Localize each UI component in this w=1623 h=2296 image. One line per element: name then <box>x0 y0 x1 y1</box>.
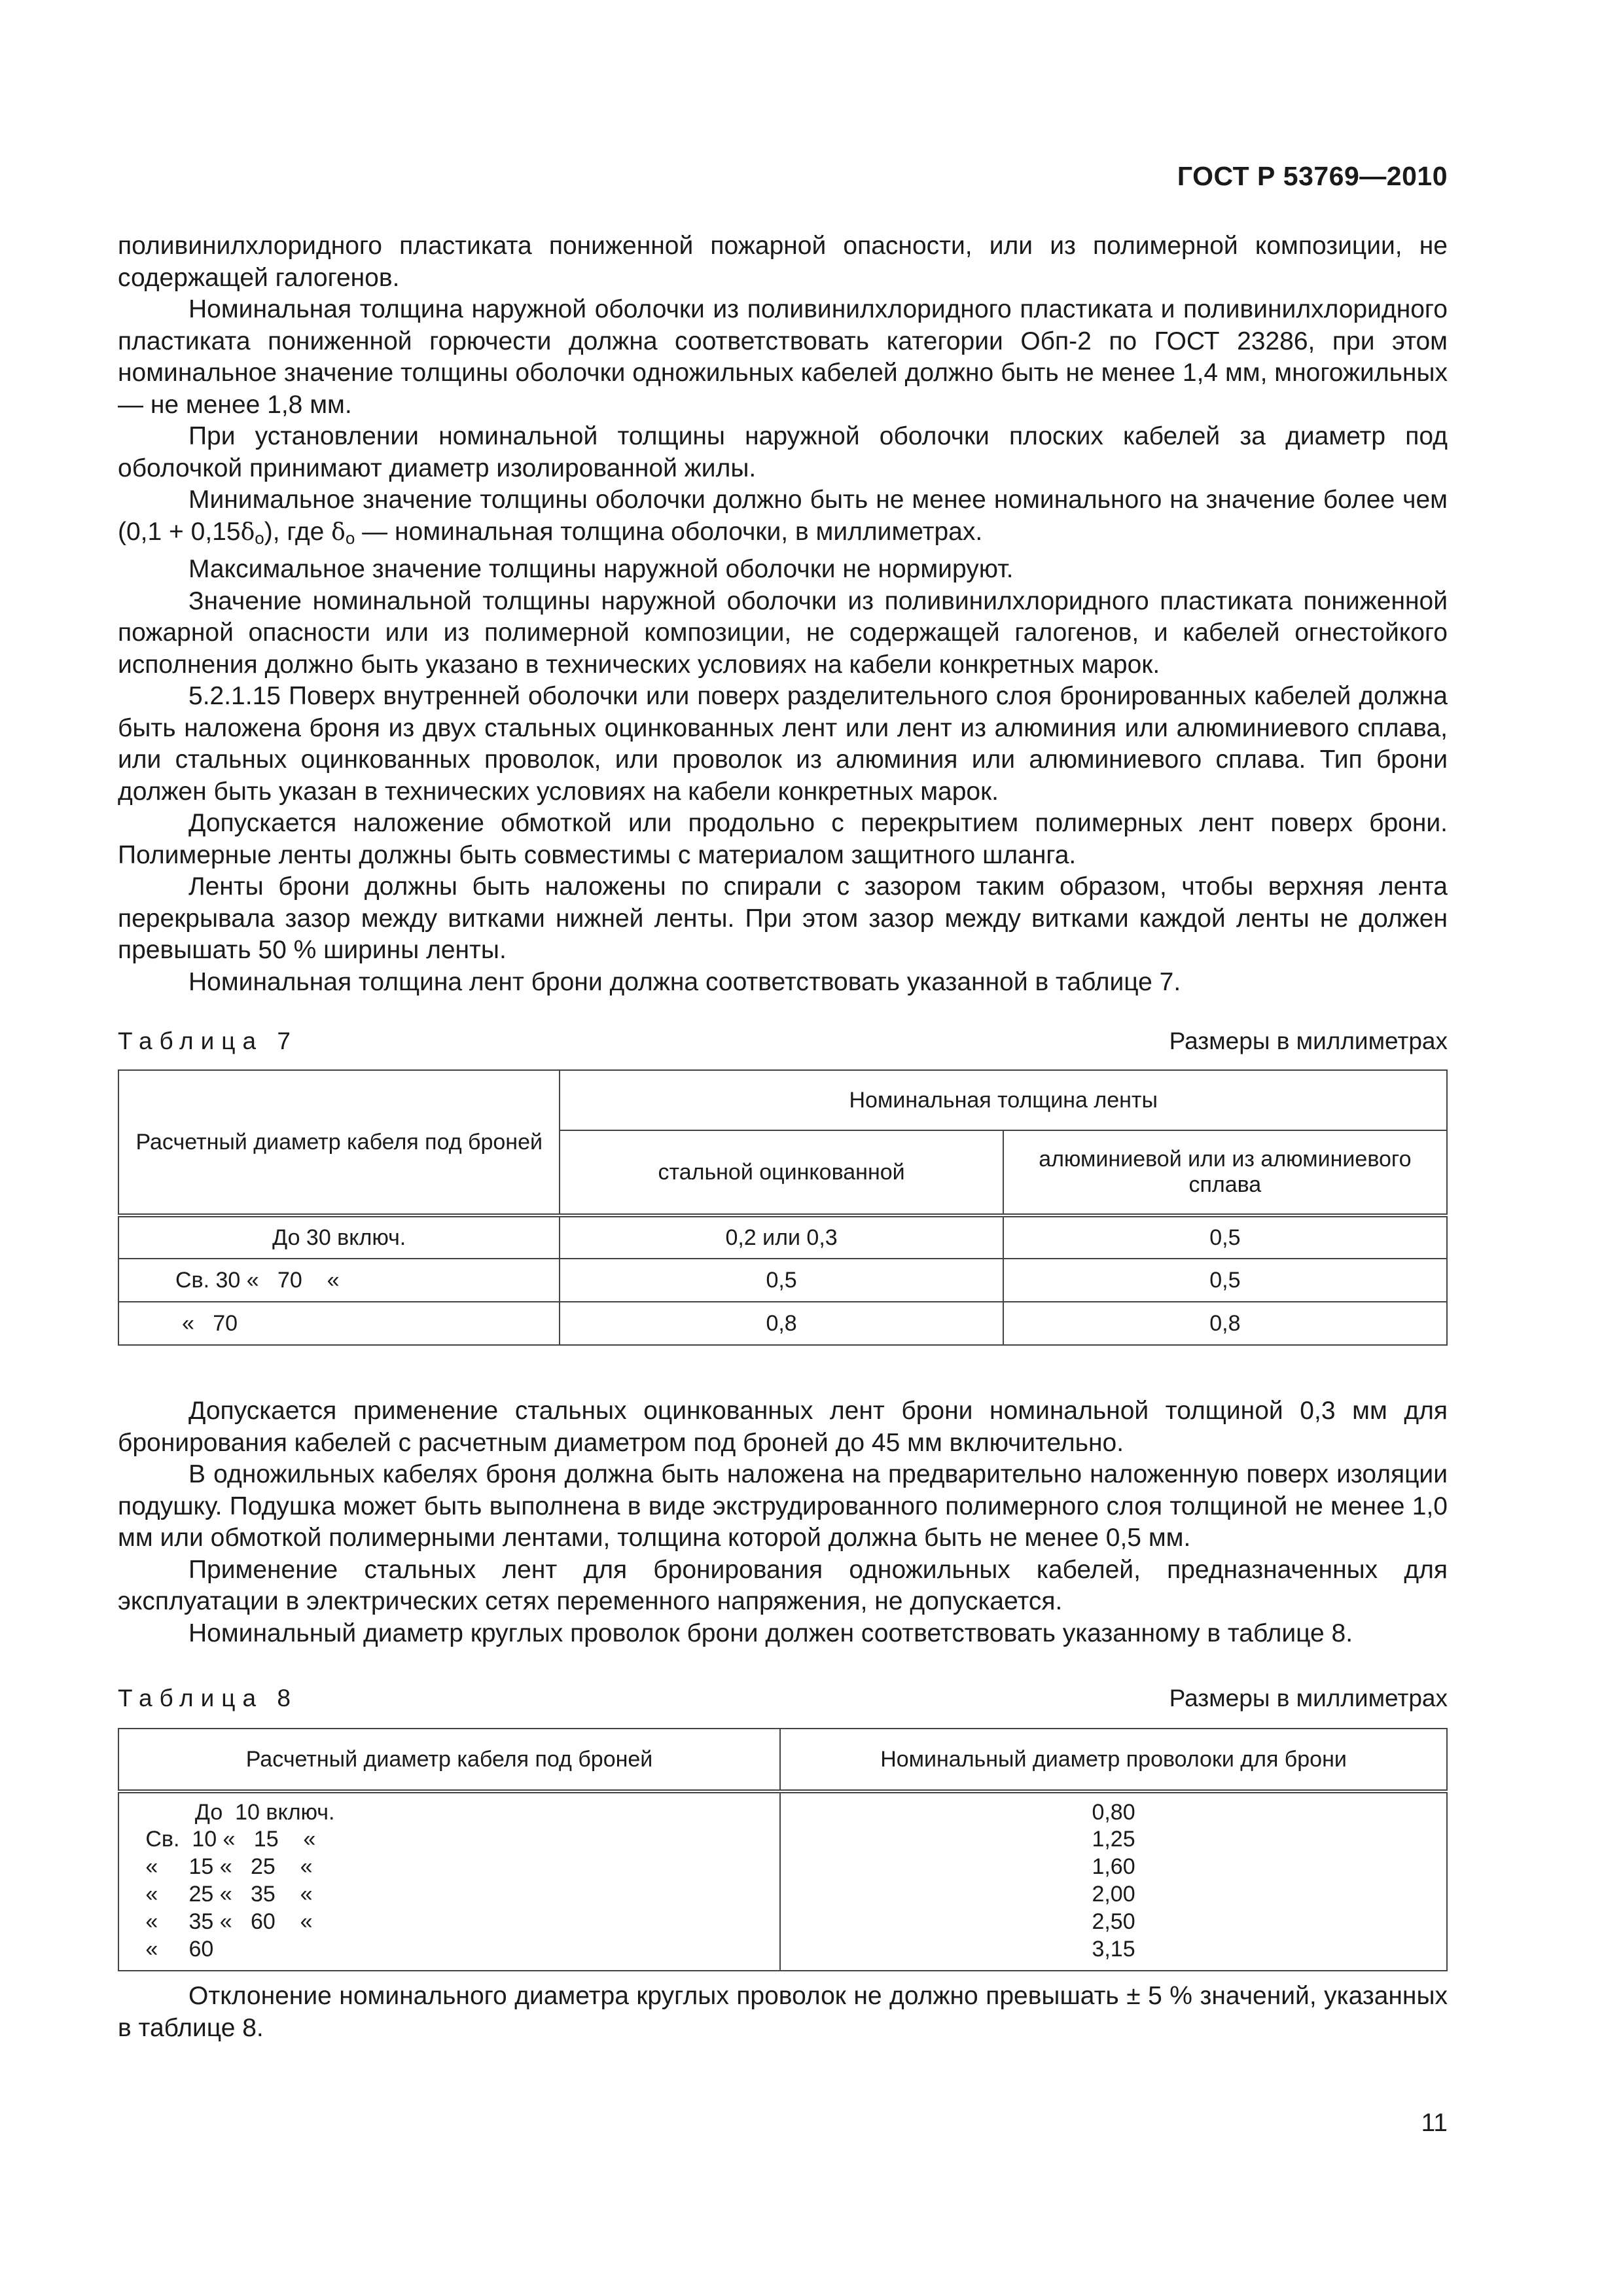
subscript: o <box>345 528 355 548</box>
table-row <box>118 1791 1447 1825</box>
table8-cell-wire: 1,60 <box>780 1853 1447 1880</box>
paragraph: 5.2.1.15 Поверх внутренней оболочки или поверх разделительного слоя бронированных кабелей должна быть наложена броня из двух стальных оцинкованных лент или лент из алюминия или алюминиевого сплава, или стальных оцинкованных проволок, или проволок из алюминия или алюминиевого сплава. Тип брони должен быть указан в технических условиях на кабели конкретных марок. <box>118 682 1448 806</box>
paragraph: В одножильных кабелях броня должна быть наложена на предварительно наложенную поверх изоляции подушку. Подушка может быть выполнена в виде экструдированного полимерного слоя толщиной не менее 1,0 мм или обмоткой полимерными лентами, толщина которой должна быть не менее 0,5 мм. <box>118 1460 1448 1552</box>
table8-cell-wire: 2,50 <box>780 1908 1447 1935</box>
paragraph: поливинилхлоридного пластиката пониженной пожарной опасности, или из полимерной композиции, не содержащей галогенов. <box>118 232 1448 292</box>
table8-caption: Таблица 8 <box>118 1685 298 1712</box>
table8-cell-diameter: « 60 <box>118 1935 780 1971</box>
document-code: ГОСТ Р 53769—2010 <box>1177 161 1448 191</box>
table7-header-diameter: Расчетный диаметр кабеля под броней <box>118 1070 560 1215</box>
plus-minus-symbol: ± <box>1126 1982 1141 2010</box>
section-text-3 <box>118 1981 1448 2044</box>
table8-cell-diameter: « 35 « 60 « <box>118 1908 780 1935</box>
table7-cell-diameter: Св. 30 « 70 « <box>118 1259 560 1302</box>
paragraph <box>118 484 1448 554</box>
table7-cell-aluminium: 0,8 <box>1003 1302 1447 1345</box>
table8-caption-row <box>118 1685 1448 1716</box>
table-row <box>118 1825 1447 1853</box>
table8-cell-diameter: « 25 « 35 « <box>118 1880 780 1908</box>
paragraph: Номинальная толщина наружной оболочки из поливинилхлоридного пластиката и поливинилхлоридного пластиката пониженной горючести должна соответствовать категории Обп-2 по ГОСТ 23286, при этом номинальное значение толщины оболочки одножильных кабелей должно быть не менее 1,4 мм, многожильных — не менее 1,8 мм. <box>118 295 1448 419</box>
paragraph: Ленты брони должны быть наложены по спирали с зазором таким образом, чтобы верхняя лента перекрывала зазор между витками нижней ленты. При этом зазор между витками каждой ленты не должен превышать 50 % ширины ленты. <box>118 872 1448 964</box>
paragraph: Номинальный диаметр круглых проволок брони должен соответствовать указанному в таблице 8. <box>188 1619 1353 1647</box>
table7 <box>118 1069 1448 1346</box>
paragraph: Применение стальных лент для бронирования одножильных кабелей, предназначенных для эксплуатации в электрических сетях переменного напряжения, не допускается. <box>118 1555 1448 1615</box>
table7-cell-steel: 0,2 или 0,3 <box>560 1215 1003 1259</box>
table7-cell-diameter: До 30 включ. <box>118 1215 560 1259</box>
paragraph: Допускается наложение обмоткой или продольно с перекрытием полимерных лент поверх брони. Полимерные ленты должны быть совместимы с материалом защитного шланга. <box>118 809 1448 869</box>
delta-symbol: δ <box>240 518 255 546</box>
paragraph: При установлении номинальной толщины наружной оболочки плоских кабелей за диаметр под оболочкой принимают диаметр изолированной жилы. <box>118 422 1448 482</box>
table-row <box>118 1908 1447 1935</box>
table7-cell-diameter: « 70 <box>118 1302 560 1345</box>
table-row <box>118 1935 1447 1971</box>
table8-cell-diameter: « 15 « 25 « <box>118 1853 780 1880</box>
table7-cell-aluminium: 0,5 <box>1003 1259 1447 1302</box>
page-number: 11 <box>1421 2109 1448 2137</box>
table-row <box>118 1215 1447 1259</box>
table8-cell-wire: 0,80 <box>780 1791 1447 1825</box>
table7-caption: Таблица 7 <box>118 1028 298 1054</box>
text-run: Минимальное значение толщины оболочки должно быть не менее номинального на значение более чем (0,1 + 0,15 <box>118 486 1448 546</box>
table7-cell-aluminium: 0,5 <box>1003 1215 1447 1259</box>
table-row <box>118 1259 1447 1302</box>
table7-cell-steel: 0,8 <box>560 1302 1003 1345</box>
table8-header-wire: Номинальный диаметр проволоки для брони <box>780 1729 1447 1791</box>
table7-units: Размеры в миллиметрах <box>1169 1028 1448 1054</box>
table8-units: Размеры в миллиметрах <box>1169 1685 1448 1712</box>
table7-header-steel: стальной оцинкованной <box>560 1130 1003 1215</box>
table7-caption-row <box>118 1028 1448 1059</box>
table8-cell-diameter: Св. 10 « 15 « <box>118 1825 780 1853</box>
subscript: o <box>255 528 264 548</box>
text-run: Отклонение номинального диаметра круглых проволок не должно превышать <box>188 1982 1127 2010</box>
paragraph: Максимальное значение толщины наружной оболочки не нормируют. <box>188 555 1014 583</box>
table7-cell-steel: 0,5 <box>560 1259 1003 1302</box>
table-row <box>118 1302 1447 1345</box>
text-run: ), где <box>264 517 332 546</box>
table-row <box>118 1880 1447 1908</box>
table8-cell-wire: 2,00 <box>780 1880 1447 1908</box>
section-text-2 <box>118 1395 1448 1649</box>
paragraph: Допускается применение стальных оцинкованных лент брони номинальной толщиной 0,3 мм для бронирования кабелей с расчетным диаметром под броней до 45 мм включительно. <box>118 1397 1448 1457</box>
table8-cell-wire: 1,25 <box>780 1825 1447 1853</box>
table8-cell-wire: 3,15 <box>780 1935 1447 1971</box>
paragraph: Значение номинальной толщины наружной оболочки из поливинилхлоридного пластиката пониженной пожарной опасности или из полимерной композиции, не содержащей галогенов, и кабелей огнестойкого исполнения должно быть указано в технических условиях на кабели конкретных марок. <box>118 586 1448 679</box>
section-text-1 <box>118 230 1448 998</box>
table-row <box>118 1853 1447 1880</box>
table7-header-group: Номинальная толщина ленты <box>560 1070 1447 1130</box>
table7-header-aluminium: алюминиевой или из алюминиевого сплава <box>1003 1130 1447 1215</box>
paragraph <box>118 1981 1448 2044</box>
delta-symbol: δ <box>331 518 346 546</box>
table8-cell-diameter: До 10 включ. <box>118 1791 780 1825</box>
table8 <box>118 1728 1448 1971</box>
text-run: — номинальная толщина оболочки, в миллиметрах. <box>355 517 983 546</box>
text-run: 5 % значений, указанных в таблице 8. <box>118 1982 1448 2042</box>
table8-header-diameter: Расчетный диаметр кабеля под броней <box>118 1729 780 1791</box>
paragraph: Номинальная толщина лент брони должна соответствовать указанной в таблице 7. <box>188 967 1181 996</box>
